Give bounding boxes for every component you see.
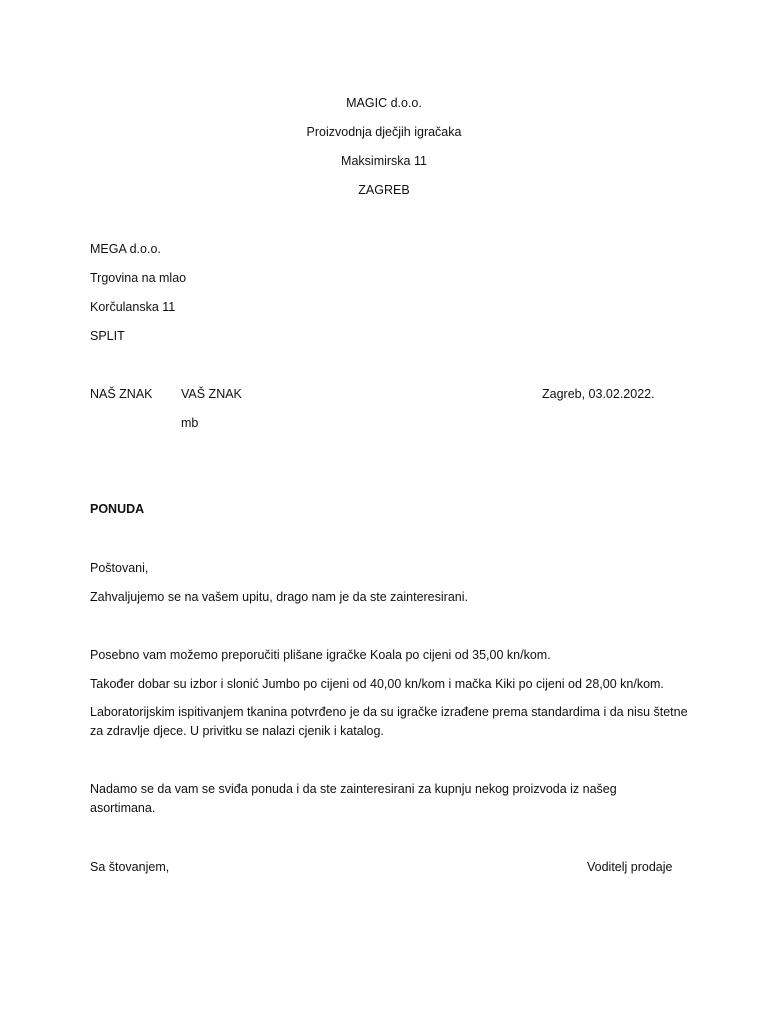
recipient-company: MEGA d.o.o. xyxy=(90,242,161,256)
sender-company: MAGIC d.o.o. xyxy=(346,96,422,110)
offer-line-2: Također dobar su izbor i slonić Jumbo po cijeni od 40,00 kn/kom i mačka Kiki po cijeni od 28,00 kn/kom. xyxy=(90,677,664,691)
place-date: Zagreb, 03.02.2022. xyxy=(542,387,655,401)
signature-role: Voditelj prodaje xyxy=(587,860,673,874)
closing-paragraph: Nadamo se da vam se sviđa ponuda i da ste zainteresirani za kupnju nekog proizvoda iz našeg asortimana. xyxy=(90,782,617,815)
sender-activity: Proizvodnja dječjih igračaka xyxy=(306,125,462,139)
recipient-activity: Trgovina na mlao xyxy=(90,271,187,285)
your-ref-label: VAŠ ZNAK xyxy=(181,387,242,401)
sender-street: Maksimirska 11 xyxy=(341,154,427,168)
intro-paragraph: Zahvaljujemo se na vašem upitu, drago nam je da ste zainteresirani. xyxy=(90,590,468,604)
salutation: Poštovani, xyxy=(90,561,149,575)
sender-city: ZAGREB xyxy=(358,183,410,197)
recipient-street: Korčulanska 11 xyxy=(90,300,176,314)
our-ref-label: NAŠ ZNAK xyxy=(90,387,153,401)
your-ref-value: mb xyxy=(181,416,199,430)
subject-title: PONUDA xyxy=(90,502,145,516)
lab-paragraph: Laboratorijskim ispitivanjem tkanina potvrđeno je da su igračke izrađene prema standardima i da nisu štetne za zdravlje djece. U privitku se nalazi cjenik i katalog. xyxy=(90,705,688,738)
recipient-city: SPLIT xyxy=(90,329,125,343)
offer-line-1: Posebno vam možemo preporučiti plišane igračke Koala po cijeni od 35,00 kn/kom. xyxy=(90,648,551,662)
signature-greeting: Sa štovanjem, xyxy=(90,860,170,874)
